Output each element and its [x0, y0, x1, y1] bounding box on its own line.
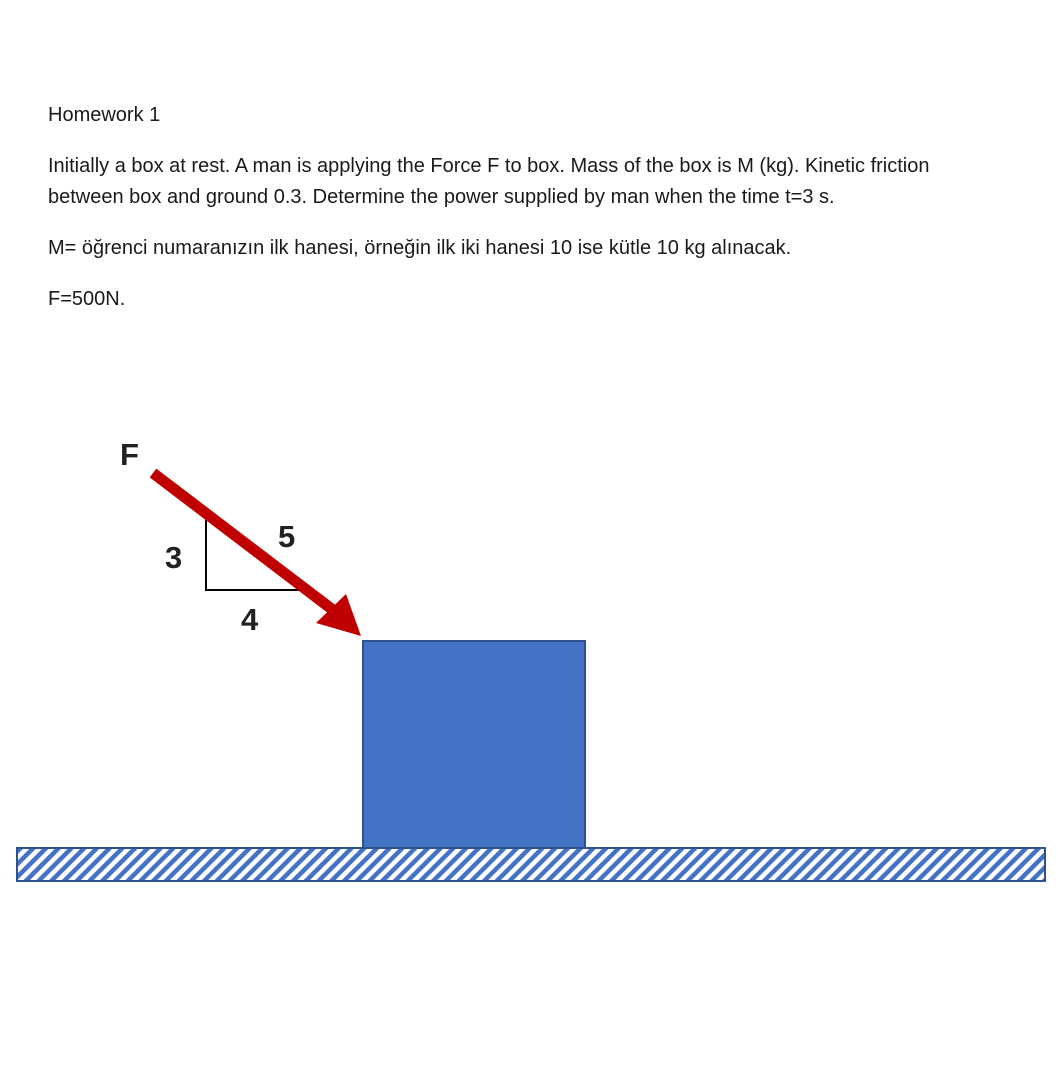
force-value: F=500N.: [48, 288, 126, 310]
horizontal-leg-label: 4: [241, 602, 259, 637]
page-title: Homework 1: [48, 104, 161, 126]
box: [363, 641, 585, 848]
mass-instruction: M= öğrenci numaranızın ilk hanesi, örneğin ilk iki hanesi 10 ise kütle 10 kg alınacak.: [48, 237, 792, 259]
problem-description-line-2: between box and ground 0.3. Determine the power supplied by man when the time t=3 s.: [48, 186, 835, 208]
hypotenuse-label: 5: [278, 519, 296, 554]
vertical-leg-label: 3: [165, 540, 183, 575]
problem-description-line-1: Initially a box at rest. A man is applying the Force F to box. Mass of the box is M (kg). Kinetic friction: [48, 155, 930, 177]
ground-surface: [17, 848, 1045, 881]
force-label: F: [120, 437, 139, 472]
